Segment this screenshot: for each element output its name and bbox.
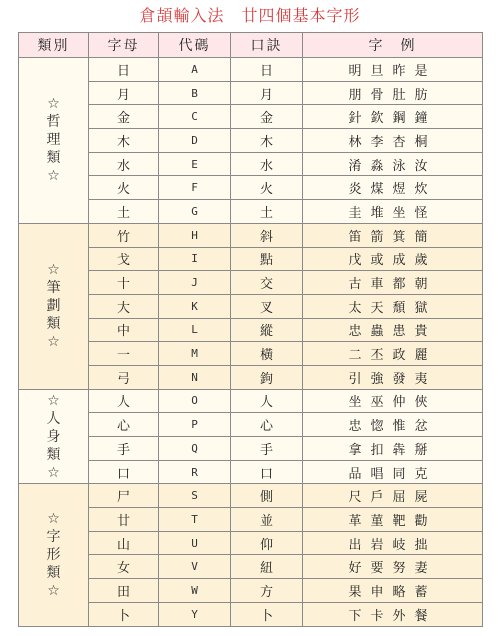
examples-cell: 果申略蓄 bbox=[303, 579, 483, 603]
mnemonic-cell: 火 bbox=[231, 176, 303, 200]
code-cell: N bbox=[159, 365, 231, 389]
examples-cell: 好要努妻 bbox=[303, 555, 483, 579]
mnemonic-cell: 紐 bbox=[231, 555, 303, 579]
table-row bbox=[19, 389, 483, 413]
code-cell: B bbox=[159, 81, 231, 105]
table-row bbox=[19, 294, 483, 318]
examples-cell: 笛箭箕簡 bbox=[303, 223, 483, 247]
letter-cell: 人 bbox=[89, 389, 159, 413]
examples-cell: 拿扣犇掰 bbox=[303, 437, 483, 461]
code-cell: V bbox=[159, 555, 231, 579]
mnemonic-cell: 心 bbox=[231, 413, 303, 437]
code-cell: F bbox=[159, 176, 231, 200]
code-cell: P bbox=[159, 413, 231, 437]
examples-cell: 品唱同克 bbox=[303, 460, 483, 484]
mnemonic-cell: 手 bbox=[231, 437, 303, 461]
examples-cell: 忠蟲患貴 bbox=[303, 318, 483, 342]
code-cell: J bbox=[159, 271, 231, 295]
letter-cell: 水 bbox=[89, 152, 159, 176]
category-label: ☆哲理類☆ bbox=[46, 96, 61, 185]
letter-cell: 手 bbox=[89, 437, 159, 461]
examples-cell: 明旦昨是 bbox=[303, 58, 483, 82]
code-cell: Q bbox=[159, 437, 231, 461]
letter-cell: 田 bbox=[89, 579, 159, 603]
category-cell bbox=[19, 484, 89, 626]
code-cell: L bbox=[159, 318, 231, 342]
header-code: 代碼 bbox=[159, 33, 231, 58]
code-cell: Y bbox=[159, 602, 231, 626]
examples-cell: 圭堆坐怪 bbox=[303, 200, 483, 224]
examples-cell: 出岩岐拙 bbox=[303, 531, 483, 555]
mnemonic-cell: 點 bbox=[231, 247, 303, 271]
code-cell: K bbox=[159, 294, 231, 318]
mnemonic-cell: 方 bbox=[231, 579, 303, 603]
letter-cell: 廿 bbox=[89, 508, 159, 532]
table-row bbox=[19, 58, 483, 82]
mnemonic-cell: 縱 bbox=[231, 318, 303, 342]
mnemonic-cell: 金 bbox=[231, 105, 303, 129]
mnemonic-cell: 水 bbox=[231, 152, 303, 176]
page-title: 倉頡輸入法 廿四個基本字形 bbox=[139, 6, 361, 25]
mnemonic-cell: 並 bbox=[231, 508, 303, 532]
letter-cell: 金 bbox=[89, 105, 159, 129]
header-examples: 字 例 bbox=[303, 33, 483, 58]
examples-cell: 忠惚惟忿 bbox=[303, 413, 483, 437]
examples-cell: 下卡外餐 bbox=[303, 602, 483, 626]
mnemonic-cell: 人 bbox=[231, 389, 303, 413]
code-cell: E bbox=[159, 152, 231, 176]
examples-cell: 炎煤煜炊 bbox=[303, 176, 483, 200]
category-cell bbox=[19, 389, 89, 484]
letter-cell: 木 bbox=[89, 129, 159, 153]
code-cell: G bbox=[159, 200, 231, 224]
cangjie-table bbox=[18, 32, 483, 627]
mnemonic-cell: 月 bbox=[231, 81, 303, 105]
table-row bbox=[19, 484, 483, 508]
table-row bbox=[19, 81, 483, 105]
code-cell: S bbox=[159, 484, 231, 508]
table-row bbox=[19, 460, 483, 484]
category-cell bbox=[19, 58, 89, 224]
examples-cell: 二丕政麗 bbox=[303, 342, 483, 366]
table-row bbox=[19, 579, 483, 603]
category-label: ☆筆劃類☆ bbox=[46, 262, 61, 351]
examples-cell: 尺戶屈屍 bbox=[303, 484, 483, 508]
mnemonic-cell: 叉 bbox=[231, 294, 303, 318]
table-row bbox=[19, 105, 483, 129]
table-row bbox=[19, 602, 483, 626]
examples-cell: 淆淼泳汝 bbox=[303, 152, 483, 176]
letter-cell: 一 bbox=[89, 342, 159, 366]
mnemonic-cell: 仰 bbox=[231, 531, 303, 555]
code-cell: D bbox=[159, 129, 231, 153]
letter-cell: 戈 bbox=[89, 247, 159, 271]
letter-cell: 山 bbox=[89, 531, 159, 555]
examples-cell: 針欽鋼鐘 bbox=[303, 105, 483, 129]
mnemonic-cell: 卜 bbox=[231, 602, 303, 626]
table-row bbox=[19, 342, 483, 366]
mnemonic-cell: 橫 bbox=[231, 342, 303, 366]
letter-cell: 月 bbox=[89, 81, 159, 105]
letter-cell: 尸 bbox=[89, 484, 159, 508]
letter-cell: 火 bbox=[89, 176, 159, 200]
table-row bbox=[19, 555, 483, 579]
code-cell: R bbox=[159, 460, 231, 484]
code-cell: H bbox=[159, 223, 231, 247]
letter-cell: 心 bbox=[89, 413, 159, 437]
examples-cell: 引強發夷 bbox=[303, 365, 483, 389]
table-row bbox=[19, 200, 483, 224]
code-cell: U bbox=[159, 531, 231, 555]
letter-cell: 弓 bbox=[89, 365, 159, 389]
table-row bbox=[19, 271, 483, 295]
code-cell: I bbox=[159, 247, 231, 271]
category-label: ☆人身類☆ bbox=[46, 392, 61, 481]
code-cell: O bbox=[159, 389, 231, 413]
examples-cell: 太天頹獄 bbox=[303, 294, 483, 318]
header-letter: 字母 bbox=[89, 33, 159, 58]
examples-cell: 朋骨肚肪 bbox=[303, 81, 483, 105]
code-cell: C bbox=[159, 105, 231, 129]
table-row bbox=[19, 247, 483, 271]
mnemonic-cell: 斜 bbox=[231, 223, 303, 247]
code-cell: A bbox=[159, 58, 231, 82]
header-category: 類別 bbox=[19, 33, 89, 58]
table-row bbox=[19, 223, 483, 247]
table-row bbox=[19, 508, 483, 532]
table-row bbox=[19, 129, 483, 153]
examples-cell: 林李杏桐 bbox=[303, 129, 483, 153]
mnemonic-cell: 日 bbox=[231, 58, 303, 82]
category-cell bbox=[19, 223, 89, 389]
letter-cell: 日 bbox=[89, 58, 159, 82]
mnemonic-cell: 側 bbox=[231, 484, 303, 508]
table-row bbox=[19, 152, 483, 176]
mnemonic-cell: 口 bbox=[231, 460, 303, 484]
mnemonic-cell: 木 bbox=[231, 129, 303, 153]
letter-cell: 女 bbox=[89, 555, 159, 579]
letter-cell: 中 bbox=[89, 318, 159, 342]
letter-cell: 口 bbox=[89, 460, 159, 484]
examples-cell: 革菫靶勸 bbox=[303, 508, 483, 532]
letter-cell: 土 bbox=[89, 200, 159, 224]
examples-cell: 戊或成歲 bbox=[303, 247, 483, 271]
letter-cell: 十 bbox=[89, 271, 159, 295]
letter-cell: 大 bbox=[89, 294, 159, 318]
letter-cell: 竹 bbox=[89, 223, 159, 247]
mnemonic-cell: 土 bbox=[231, 200, 303, 224]
header-row bbox=[19, 33, 483, 58]
table-row bbox=[19, 365, 483, 389]
mnemonic-cell: 交 bbox=[231, 271, 303, 295]
code-cell: T bbox=[159, 508, 231, 532]
table-row bbox=[19, 413, 483, 437]
table-row bbox=[19, 318, 483, 342]
examples-cell: 古車都朝 bbox=[303, 271, 483, 295]
mnemonic-cell: 鉤 bbox=[231, 365, 303, 389]
table-row bbox=[19, 176, 483, 200]
table-row bbox=[19, 437, 483, 461]
category-label: ☆字形類☆ bbox=[46, 510, 61, 599]
examples-cell: 坐巫仲俠 bbox=[303, 389, 483, 413]
table-row bbox=[19, 531, 483, 555]
code-cell: W bbox=[159, 579, 231, 603]
header-mnemonic: 口訣 bbox=[231, 33, 303, 58]
letter-cell: 卜 bbox=[89, 602, 159, 626]
code-cell: M bbox=[159, 342, 231, 366]
